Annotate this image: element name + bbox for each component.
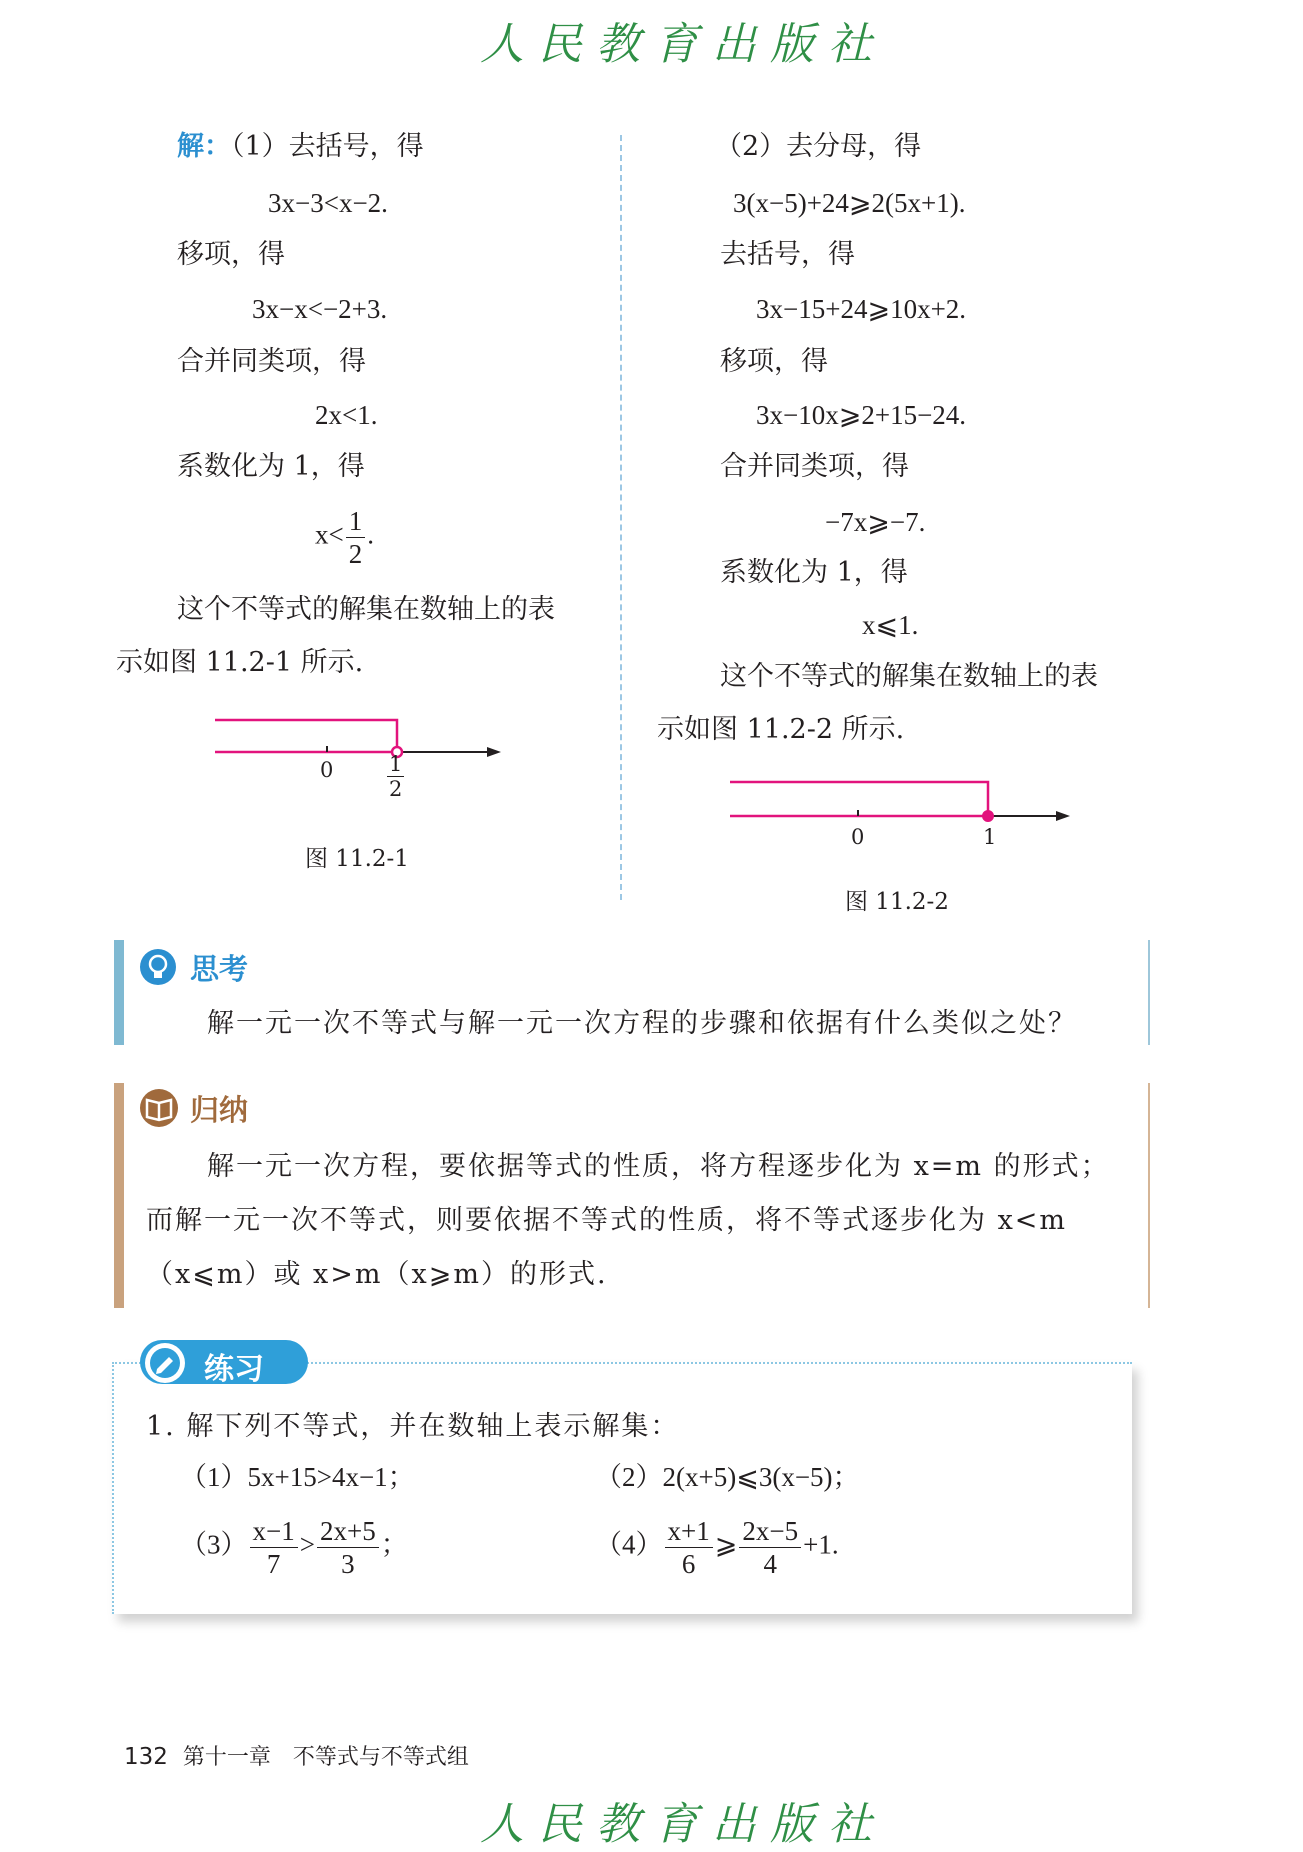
part4-fraction-1 — [665, 1515, 713, 1580]
step1-text: （1）去括号，得 — [231, 131, 424, 162]
pencil-icon — [142, 1340, 188, 1386]
description-line2: 示如图 11.2-1 所示. — [116, 647, 364, 678]
right-step1-text: （2）去分母，得 — [715, 131, 922, 162]
part4-label: （4） — [595, 1529, 663, 1560]
think-title: 思考 — [190, 952, 249, 986]
part4-num-2: 2x−5 — [739, 1515, 801, 1548]
description-line1: 这个不等式的解集在数轴上的表 — [177, 594, 555, 625]
axis-label-den: 2 — [389, 777, 403, 801]
exercise-part-4 — [595, 1515, 839, 1580]
solution-part1-label — [177, 130, 424, 164]
equation-3: 2x<1. — [315, 400, 378, 430]
equation-2: 3x−x<−2+3. — [252, 294, 388, 324]
part4-den-2: 4 — [763, 1549, 777, 1579]
think-text: 解一元一次不等式与解一元一次方程的步骤和依据有什么类似之处？ — [207, 1008, 1077, 1039]
exercise-part-2: （2）2(x+5)⩽3(x−5)； — [595, 1462, 860, 1492]
eq4-lhs: x< — [315, 519, 344, 550]
summary-line1: 解一元一次方程，要依据等式的性质，将方程逐步化为 x=m 的形式； — [207, 1151, 1110, 1182]
publisher-logo-bottom: 人民教育出版社 — [480, 1799, 886, 1850]
book-icon — [138, 1088, 180, 1128]
part4-den-1: 6 — [681, 1549, 696, 1579]
eq4-end: . — [367, 519, 374, 550]
number-line-figure-2 — [720, 770, 1080, 850]
solution-label: 解： — [177, 131, 231, 162]
number-line-figure-1 — [205, 700, 515, 810]
axis-label-half — [387, 752, 404, 801]
page-footer — [124, 1740, 469, 1771]
lightbulb-icon — [138, 947, 178, 987]
fraction-half — [346, 505, 366, 570]
part3-num-2: 2x+5 — [317, 1515, 379, 1548]
axis-label-zero: 0 — [320, 758, 334, 782]
part3-fraction-1 — [250, 1515, 298, 1580]
step2-text: 移项，得 — [177, 239, 285, 270]
part4-end: +1. — [803, 1529, 839, 1560]
exercise-question-1: 1. 解下列不等式，并在数轴上表示解集： — [146, 1411, 680, 1442]
part3-operator: > — [299, 1529, 315, 1560]
part4-fraction-2 — [739, 1515, 801, 1580]
page-number: 132 — [124, 1744, 168, 1770]
right-description-line2: 示如图 11.2-2 所示. — [657, 714, 905, 745]
figure-caption-2: 图 11.2-2 — [845, 889, 949, 915]
part3-fraction-2 — [317, 1515, 379, 1580]
right-equation-5: x⩽1. — [862, 610, 919, 640]
summary-title: 归纳 — [190, 1093, 249, 1127]
step3-text: 合并同类项，得 — [177, 346, 366, 377]
summary-line3: （x⩽m）或 x>m（x⩾m）的形式. — [146, 1259, 608, 1290]
fraction-numerator: 1 — [346, 505, 366, 538]
summary-line2: 而解一元一次不等式，则要依据不等式的性质，将不等式逐步化为 x<m — [146, 1205, 1068, 1236]
exercise-tab-label: 练习 — [204, 1352, 264, 1387]
axis-label-one: 1 — [983, 825, 997, 849]
right-description-line1: 这个不等式的解集在数轴上的表 — [720, 661, 1098, 692]
part3-label: （3） — [180, 1529, 248, 1560]
part3-den-1: 7 — [266, 1549, 281, 1579]
part4-operator: ⩾ — [714, 1529, 738, 1560]
chapter-title: 第十一章 不等式与不等式组 — [182, 1745, 469, 1770]
publisher-logo-top: 人民教育出版社 — [480, 19, 886, 70]
part3-den-2: 3 — [341, 1549, 355, 1579]
closed-endpoint — [983, 811, 993, 821]
part4-num-1: x+1 — [665, 1515, 713, 1548]
right-step5-text: 系数化为 1，得 — [720, 557, 908, 588]
figure-caption-1: 图 11.2-1 — [305, 846, 409, 872]
right-equation-4: −7x⩾−7. — [825, 507, 926, 537]
right-step2-text: 去括号，得 — [720, 239, 855, 270]
part3-end: ； — [380, 1529, 408, 1560]
axis-arrow-2 — [1056, 811, 1070, 821]
part3-num-1: x−1 — [250, 1515, 298, 1548]
axis-arrow — [487, 747, 501, 757]
exercise-part-1: （1）5x+15>4x−1； — [180, 1462, 415, 1492]
column-separator — [620, 135, 622, 900]
fraction-denominator: 2 — [348, 539, 363, 569]
axis-label-zero-2: 0 — [851, 825, 865, 849]
right-equation-2: 3x−15+24⩾10x+2. — [756, 294, 967, 324]
right-step4-text: 合并同类项，得 — [720, 451, 909, 482]
axis-label-num: 1 — [389, 752, 403, 776]
equation-1: 3x−3<x−2. — [268, 188, 388, 218]
step4-text: 系数化为 1，得 — [177, 451, 365, 482]
right-equation-3: 3x−10x⩾2+15−24. — [756, 400, 967, 430]
equation-4 — [315, 505, 374, 570]
right-step3-text: 移项，得 — [720, 346, 828, 377]
solution-bracket — [215, 720, 397, 752]
right-equation-1: 3(x−5)+24⩾2(5x+1). — [733, 188, 966, 218]
exercise-part-3 — [180, 1515, 408, 1580]
